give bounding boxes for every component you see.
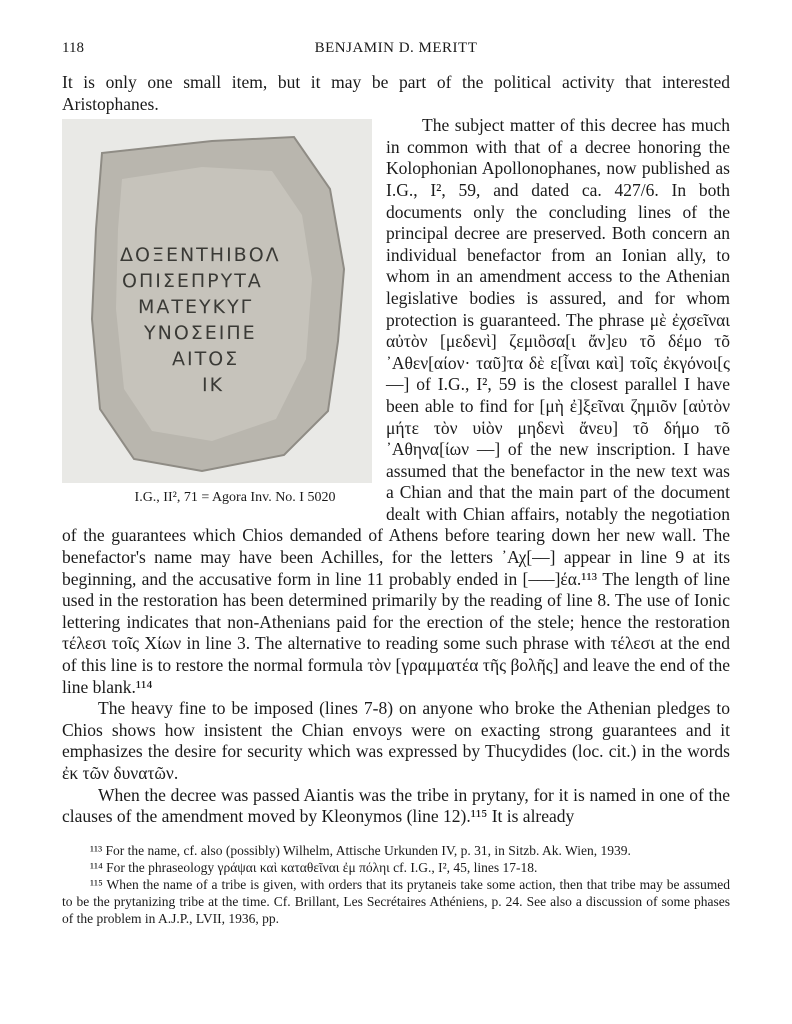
footnote-113: ¹¹³ For the name, cf. also (possibly) Wilhelm, Attische Urkunden IV, p. 31, in Sitzb. Ak. Wien, 1939. (90, 842, 631, 858)
page (62, 40, 730, 927)
paragraph-2-text: The subject matter of this decree has much in common with that of a decree honoring the Kolophonian Apollonophanes, now published as I.G., I², 59, and dated ca. 427/6. In both documents only the concluding lines of the principal decree are preserved. Both concern an individual benefactor from an Ionian ally, to whom in an amendment access to the Athenian legislative bodies is assured, and for whom protection is guaranteed. The phrase μὲ ἐχσεῖναι αὐτὸν [μεδενὶ] ζεμιὃσα[ι ἄν]ευ τõ δέμο τõ ᾿Αθεν[αίον· ταῦ]τα δὲ ε[ἶναι καὶ] τοῖς ἐκγόνοι[ς ––] of I.G., I², 59 is the closest parallel I have been able to find for [μὴ ἐ]ξεῖναι ζημιõν [αὐτὸν μήτε τὸν υἱὸν μηδενὶ ἄνευ] τõ δήμο τõ ᾿Αθηνα[ίων ––] of the new inscription. I have assumed that the benefactor in the new text was a Chian and that the main part of the document dealt with Chian affairs, notably the negotiation of the guarantees which Chios demanded of Athens before tearing down her new wall. The benefactor's name may have been Achilles, for the letters ᾿Αχ[––] appear in line 9 at its beginning, and the accusative form in line 11 probably ended in [–––]έα.¹¹³ The length of line used in the restoration has been determined primarily by the reading of line 8. The use of Ionic lettering indicates that non-Athenians paid for the erection of the stele; hence the restoration τέλεσι τοῖς Χίων in line 3. The alternative to reading some such phrase with τέλεσι at the end of this line is to restore the normal formula τὸν [γραμματέα τῆς βολῆς] and leave the end of the line blank.¹¹⁴ (62, 115, 730, 697)
figure-caption: I.G., II², 71 = Agora Inv. No. I 5020 (134, 490, 336, 506)
footnote-115: ¹¹⁵ When the name of a tribe is given, with orders that its prytaneis take some action, then that tribe may be assumed to be the prytanizing tribe at the time. Cf. Brillant, Les Secrétaires Athéniens, p. 24. See also a discussion of some phases of the problem in A.J.P., LVII, 1936, pp. (62, 876, 730, 926)
paragraph-1: It is only one small item, but it may be part of the political activity that interested Aristophanes. (62, 72, 730, 114)
inscription-stone-image (62, 119, 372, 483)
paragraph-3: The heavy fine to be imposed (lines 7-8) on anyone who broke the Athenian pledges to Chios shows how insistent the Chian envoys were on exacting strong guarantees and it emphasizes the desire for security which was expressed by Thucydides (loc. cit.) in the words ἐκ τῶν δυνατῶν. (62, 698, 730, 783)
inscription-line-2: ΟΠΙΣΕΠΡΥΤΑ (122, 270, 263, 293)
inscription-line-3: ΜΑΤΕΥΚΥΓ (138, 296, 254, 319)
inscription-line-6: ΙΚ (202, 374, 225, 397)
inscription-line-5: ΑΙΤΟΣ (172, 348, 240, 371)
paragraph-2 (62, 115, 730, 698)
running-head (62, 40, 730, 62)
footnote-114: ¹¹⁴ For the phraseology γράψαι καὶ καταθεῖναι ἐμ πόληι cf. I.G., I², 45, lines 17-18. (90, 859, 538, 875)
figure (62, 119, 372, 509)
inscription-photo (62, 119, 372, 483)
inscription-line-1: ΔΟΞΕΝΤΗΙΒΟΛ (120, 244, 281, 267)
paragraph-4: When the decree was passed Aiantis was the tribe in prytany, for it is named in one of the clauses of the amendment moved by Kleonymos (line 12).¹¹⁵ It is already (62, 784, 730, 827)
footnotes (62, 842, 730, 927)
running-title: BENJAMIN D. MERITT (314, 40, 478, 56)
page-number: 118 (62, 40, 84, 56)
body-text (62, 72, 730, 828)
inscription-line-4: ΥΝΟΣΕΙΠΕ (144, 322, 257, 345)
